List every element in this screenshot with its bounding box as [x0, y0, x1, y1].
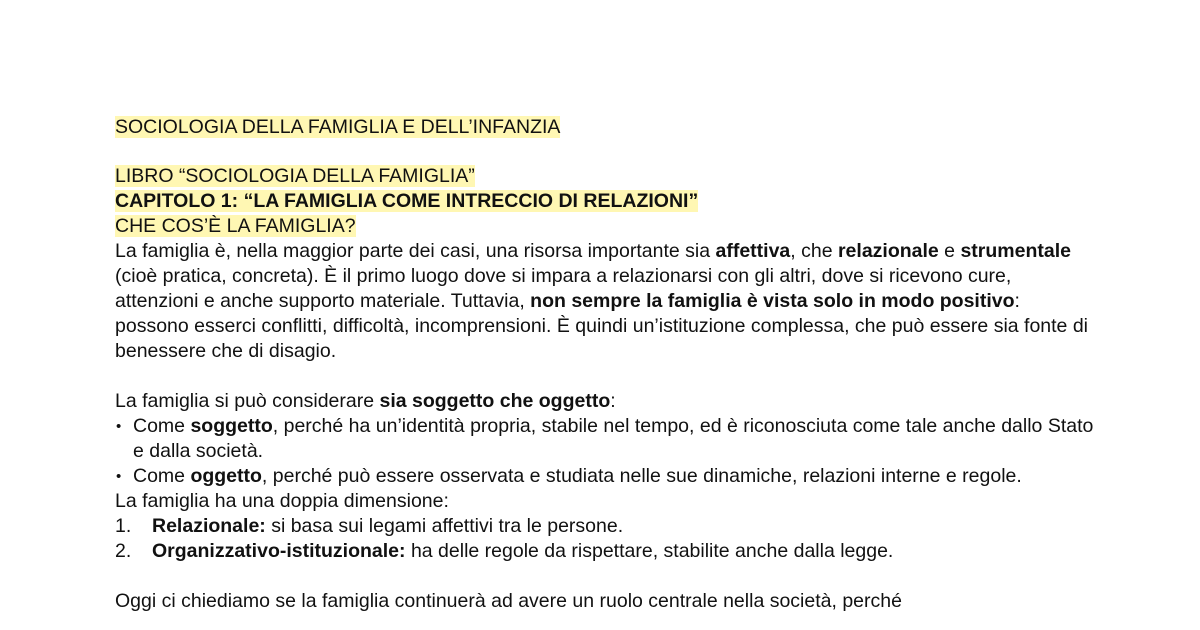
text-run: Come	[133, 465, 191, 487]
numbered-list	[115, 514, 1095, 564]
list-number: 2.	[115, 540, 132, 562]
text-run: La famiglia è, nella maggior parte dei casi, una risorsa importante sia	[115, 240, 716, 262]
paragraph-dimension: La famiglia ha una doppia dimensione:	[115, 490, 449, 512]
spacer	[115, 564, 1095, 589]
bold-run: non sempre la famiglia è vista solo in modo positivo	[530, 290, 1015, 312]
bullet-list	[115, 414, 1095, 489]
chapter-title	[115, 189, 1095, 214]
paragraph-subject-object	[115, 389, 1095, 414]
book-title-text: LIBRO “SOCIOLOGIA DELLA FAMIGLIA”	[115, 165, 475, 187]
chapter-title-text: CAPITOLO 1: “LA FAMIGLIA COME INTRECCIO DI RELAZIONI”	[115, 190, 699, 212]
paragraph-future: Oggi ci chiediamo se la famiglia continuerà ad avere un ruolo centrale nella società, perché	[115, 590, 902, 612]
bold-run: Relazionale:	[152, 515, 266, 537]
bold-run: oggetto	[190, 465, 262, 487]
text-run: , perché ha un’identità propria, stabile nel tempo, ed è riconosciuta come tale anche dallo Stato e dalla società.	[133, 415, 1094, 462]
bold-run: relazionale	[837, 240, 939, 262]
course-title	[115, 115, 1095, 140]
list-item	[115, 414, 1095, 464]
section-title	[115, 214, 1095, 239]
text-run: Come	[133, 415, 191, 437]
text-run: La famiglia si può considerare	[115, 390, 380, 412]
section-title-text: CHE COS’È LA FAMIGLIA?	[115, 215, 356, 237]
bold-run: Organizzativo-istituzionale:	[152, 540, 406, 562]
bold-run: affettiva	[715, 240, 791, 262]
text-run: ha delle regole da rispettare, stabilite anche dalla legge.	[405, 540, 894, 562]
text-run: , perché può essere osservata e studiata nelle sue dinamiche, relazioni interne e regole.	[261, 465, 1022, 487]
text-run: si basa sui legami affettivi tra le persone.	[265, 515, 624, 537]
bold-run: sia soggetto che oggetto	[379, 390, 611, 412]
paragraph-definition	[115, 239, 1095, 364]
text-run: (cioè pratica, concreta). È il primo luogo dove si impara a relazionarsi con gli altri, dove si ricevono cure, attenzioni e anche supporto materiale. Tuttavia,	[115, 265, 1012, 312]
list-item	[115, 464, 1095, 489]
text-run: e	[938, 240, 961, 262]
text-run: :	[610, 390, 616, 412]
book-title	[115, 164, 1095, 189]
list-number: 1.	[115, 515, 132, 537]
bold-run: soggetto	[190, 415, 273, 437]
document-page	[115, 115, 1095, 614]
text-run: : possono esserci conflitti, difficoltà, incomprensioni. È quindi un’istituzione complessa, che può essere sia fonte di benessere che di disagio.	[115, 290, 1089, 362]
course-title-text: SOCIOLOGIA DELLA FAMIGLIA E DELL’INFANZIA	[115, 116, 561, 138]
spacer	[115, 140, 1095, 164]
list-item	[115, 514, 1095, 539]
spacer	[115, 364, 1095, 389]
text-run: , che	[790, 240, 838, 262]
bold-run: strumentale	[960, 240, 1071, 262]
list-item	[115, 539, 1095, 564]
